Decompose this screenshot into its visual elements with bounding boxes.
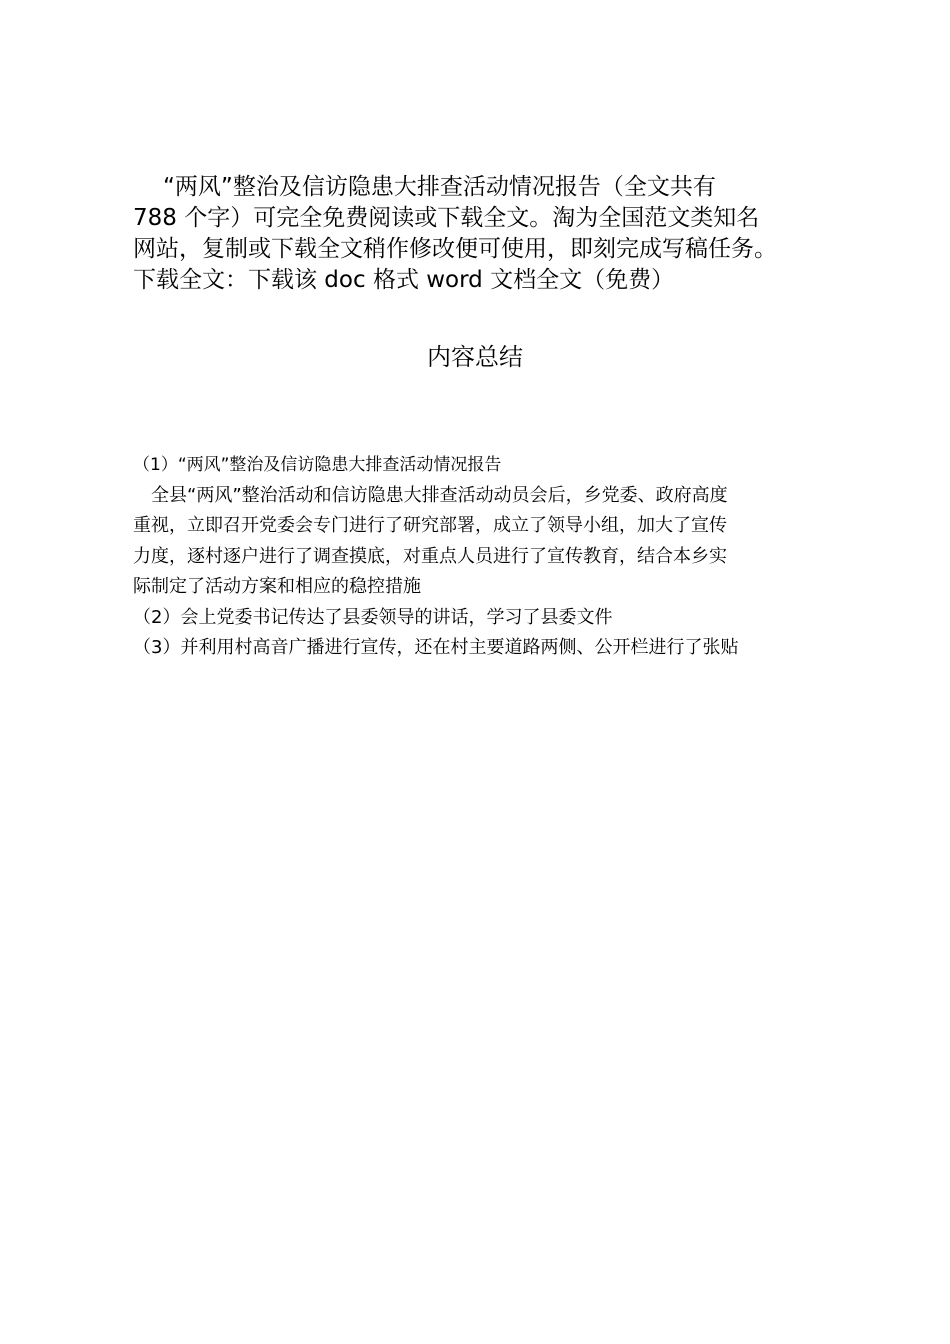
summary-item-3: （3）并利用村高音广播进行宣传，还在村主要道路两侧、公开栏进行了张贴 <box>133 637 739 658</box>
intro-line: “两风”整治及信访隐患大排查活动情况报告（全文共有 <box>163 174 716 200</box>
intro-line: 网站，复制或下载全文稍作修改便可使用，即刻完成写稿任务。 <box>133 236 777 262</box>
summary-paragraph-line: 力度，逐村逐户进行了调查摸底，对重点人员进行了宣传教育，结合本乡实 <box>133 545 727 567</box>
download-line: 下载全文：下载该 doc 格式 word 文档全文（免费） <box>133 267 675 293</box>
summary-item-1: （1）“两风”整治及信访隐患大排查活动情况报告 <box>133 455 502 475</box>
intro-paragraph <box>133 172 853 296</box>
summary-item-2: （2）会上党委书记传达了县委领导的讲话，学习了县委文件 <box>133 606 613 628</box>
summary-paragraph-line: 全县“两风”整治活动和信访隐患大排查活动动员会后，乡党委、政府高度 <box>151 484 728 506</box>
summary-body <box>133 450 853 664</box>
summary-paragraph-line: 际制定了活动方案和相应的稳控措施 <box>133 576 421 597</box>
intro-line: 788 个字）可完全免费阅读或下载全文。淘为全国范文类知名 <box>133 205 760 231</box>
summary-heading: 内容总结 <box>427 343 523 371</box>
summary-paragraph-line: 重视，立即召开党委会专门进行了研究部署，成立了领导小组，加大了宣传 <box>133 515 727 536</box>
